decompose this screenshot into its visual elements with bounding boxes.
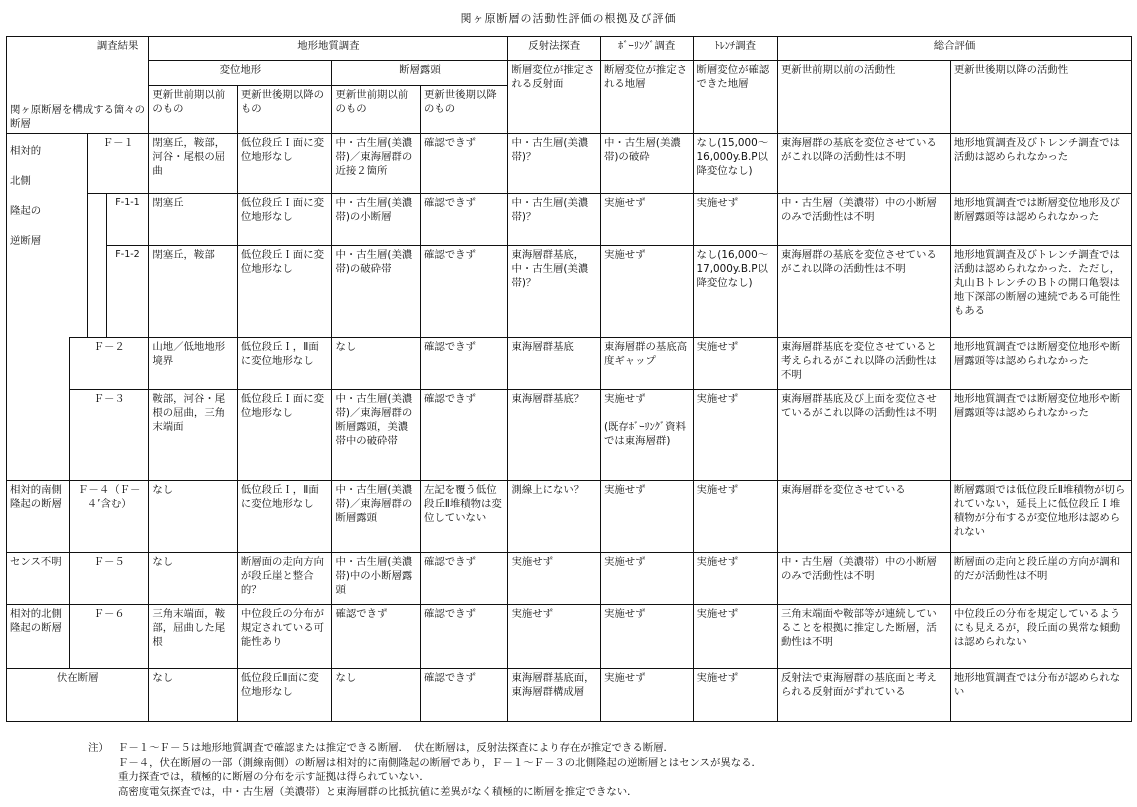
landform-pre-header: 更新世前期以前のもの <box>149 86 237 134</box>
outcrop-post-header: 更新世後期以降のもの <box>420 86 508 134</box>
cell: 実施せず <box>508 553 601 605</box>
group-label <box>7 134 70 481</box>
cell: 左記を覆う低位段丘Ⅱ堆積物は変位していない <box>420 481 508 553</box>
cell: 実施せず <box>600 246 693 338</box>
cell: 実施せず <box>693 553 777 605</box>
cell: 東海層群基底及び上面を変位させているがこれ以降の活動性は不明 <box>777 390 950 481</box>
cell: 地形地質調査では断層変位地形や断層露頭等は認められなかった <box>950 390 1131 481</box>
cell: 確認できず <box>420 134 508 194</box>
cell: 反射法で東海層群の基底面と考えられる反射面がずれている <box>777 669 950 722</box>
cell: 実施せず <box>600 194 693 246</box>
trench-subheader: 断層変位が確認できた地層 <box>693 61 777 134</box>
cell: 東海層群の基底高度ギャップ <box>600 338 693 390</box>
table-row <box>7 481 1132 553</box>
cell: 地形地質調査及びトレンチ調査では活動は認められなかった <box>950 134 1131 194</box>
fault-name: F-1-1 <box>106 194 149 246</box>
cell: 東海層群基底を変位させていると考えられるがこれ以降の活動性は不明 <box>777 338 950 390</box>
cell: 断層面の走向と段丘崖の方向が調和的だが活動性は不明 <box>950 553 1131 605</box>
cell: 低位段丘Ｉ，Ⅱ面に変位地形なし <box>237 481 332 553</box>
cell: なし <box>332 338 420 390</box>
fault-name: Ｆ－１ <box>88 134 149 194</box>
cell: 確認できず <box>420 194 508 246</box>
footnote-line <box>88 741 762 756</box>
cell: 東海層群基底，中・古生層(美濃帯)？ <box>508 246 601 338</box>
footnote-text: 重力探査では，積極的に断層の分布を示す証拠は得られていない． <box>118 771 430 783</box>
cell: 実施せず <box>693 481 777 553</box>
cell: 中・古生層（美濃帯）中の小断層のみで活動性は不明 <box>777 553 950 605</box>
cell: 実施せず <box>600 669 693 722</box>
overall-header: 総合評価 <box>777 37 1131 61</box>
fault-name: Ｆ－４（Ｆ－４’含む） <box>70 481 149 553</box>
cell: なし <box>332 669 420 722</box>
cell: 中・古生層(美濃帯)／東海層群の近接２箇所 <box>332 134 420 194</box>
group-label: センス不明 <box>7 553 70 605</box>
cell: 確認できず <box>420 669 508 722</box>
cell: 東海層群基底？ <box>508 390 601 481</box>
cell: 確認できず <box>420 553 508 605</box>
table-row <box>7 194 1132 246</box>
cell: 確認できず <box>332 605 420 669</box>
cell: 中・古生層(美濃帯)？ <box>508 194 601 246</box>
fault-outcrop-header: 断層露頭 <box>332 61 508 86</box>
table-row <box>7 246 1132 338</box>
fault-name: F-1-2 <box>106 246 149 338</box>
footnote-text: Ｆ－４，伏在断層の一部（測線南側）の断層は相対的に南側隆起の断層であり，Ｆ－１～Ｆ－３の北側隆起の逆断層とはセンスが異なる． <box>118 756 762 769</box>
cell: 実施せず <box>693 390 777 481</box>
cell: 閉塞丘，鞍部，河谷・尾根の屈曲 <box>149 134 237 194</box>
cell: 中・古生層(美濃帯)／東海層群の断層露頭，美濃帯中の破砕帯 <box>332 390 420 481</box>
cell: 中位段丘の分布を規定しているようにも見えるが，段丘面の異常な傾動は認められない <box>950 605 1131 669</box>
faults-label: 関ヶ原断層を構成する箇々の断層 <box>7 61 149 134</box>
group-label-line: 逆断層 <box>10 235 42 247</box>
cell: 鞍部，河谷・尾根の屈曲，三角末端面 <box>149 390 237 481</box>
outcrop-pre-header: 更新世前期以前のもの <box>332 86 420 134</box>
footnote-text: Ｆ－１～Ｆ－５は地形地質調査で確認または推定できる断層． 伏在断層は，反射法探査により存在が推定できる断層． <box>118 742 674 754</box>
cell: 実施せず <box>693 194 777 246</box>
fault-name: Ｆ－５ <box>70 553 149 605</box>
fault-name: Ｆ－６ <box>70 605 149 669</box>
cell: 東海層群の基底を変位させているがこれ以降の活動性は不明 <box>777 134 950 194</box>
activity-pre-header: 更新世前期以前の活動性 <box>777 61 950 134</box>
fault-name: Ｆ－２ <box>70 338 149 390</box>
cell: 中・古生層(美濃帯)？ <box>508 134 601 194</box>
cell: 中・古生層（美濃帯）中の小断層のみで活動性は不明 <box>777 194 950 246</box>
table-row <box>7 338 1132 390</box>
cell: 実施せず <box>693 605 777 669</box>
cell: 三角末端面，鞍部，屈曲した尾根 <box>149 605 237 669</box>
cell: 低位段丘Ｉ面に変位地形なし <box>237 246 332 338</box>
cell: 地形地質調査では断層変位地形や断層露頭等は認められなかった <box>950 338 1131 390</box>
evaluation-table <box>6 36 1132 722</box>
cell: 中・古生層(美濃帯)の破砕 <box>600 134 693 194</box>
footnote-text: 高密度電気探査では，中・古生層（美濃帯）と東海層群の比抵抗値に差異がなく積極的に断層を推定できない． <box>118 785 638 798</box>
cell: 低位段丘Ｉ，Ⅱ面に変位地形なし <box>237 338 332 390</box>
cell: 中・古生層(美濃帯)中の小断層露頭 <box>332 553 420 605</box>
cell: 地形地質調査及びトレンチ調査では活動は認められなかった．ただし，丸山ＢトレンチのＢトの開口亀裂は地下深部の断層の連続である可能性もある <box>950 246 1131 338</box>
cell: 測線上にない？ <box>508 481 601 553</box>
reflection-header: 反射法探査 <box>508 37 601 61</box>
activity-post-header: 更新世後期以降の活動性 <box>950 61 1131 134</box>
table-row <box>7 605 1132 669</box>
cell: 断層面の走向方向が段丘崖と整合的？ <box>237 553 332 605</box>
cell: 実施せず <box>600 553 693 605</box>
table-row <box>7 553 1132 605</box>
cell: 地形地質調査では断層変位地形及び断層露頭等は認められなかった <box>950 194 1131 246</box>
cell: なし(15,000～16,000y.B.P以降変位なし) <box>693 134 777 194</box>
cell: 実施せず <box>508 605 601 669</box>
group-label: 伏在断層 <box>7 669 149 722</box>
cell: 中・古生層(美濃帯)の小断層 <box>332 194 420 246</box>
trench-header: ﾄﾚﾝﾁ調査 <box>693 37 777 61</box>
cell: 低位段丘Ｉ面に変位地形なし <box>237 194 332 246</box>
group-label-line: 相対的 <box>10 145 42 157</box>
cell: 中位段丘の分布が規定されている可能性あり <box>237 605 332 669</box>
cell: 低位段丘Ⅱ面に変位地形なし <box>237 669 332 722</box>
footnotes <box>88 741 762 799</box>
group-label-line: 隆起の <box>10 205 42 217</box>
boring-subheader: 断層変位が推定される地層 <box>600 61 693 134</box>
group-label: 相対的北側隆起の断層 <box>7 605 70 669</box>
cell: 中・古生層(美濃帯)／東海層群の断層露頭 <box>332 481 420 553</box>
footnote-prefix: 注） <box>88 742 109 754</box>
survey-results-header: 調査結果 <box>7 37 149 61</box>
cell: 東海層群基底面，東海層群構成層 <box>508 669 601 722</box>
cell: 実施せず <box>600 605 693 669</box>
cell: 山地／低地地形境界 <box>149 338 237 390</box>
topo-geo-header: 地形地質調査 <box>149 37 508 61</box>
landform-post-header: 更新世後期以降のもの <box>237 86 332 134</box>
cell: なし <box>149 669 237 722</box>
cell: 地形地質調査では分布が認められない <box>950 669 1131 722</box>
cell: 確認できず <box>420 605 508 669</box>
cell: なし(16,000～17,000y.B.P以降変位なし) <box>693 246 777 338</box>
document-title: 関ヶ原断層の活動性評価の根拠及び評価 <box>460 12 677 25</box>
displacement-landform-header: 変位地形 <box>149 61 332 86</box>
header-row-2 <box>7 61 1132 86</box>
table-row <box>7 134 1132 194</box>
cell: 三角末端面や鞍部等が連続していることを根拠に推定した断層，活動性は不明 <box>777 605 950 669</box>
cell: なし <box>149 481 237 553</box>
cell: 確認できず <box>420 246 508 338</box>
cell: 閉塞丘 <box>149 194 237 246</box>
cell: 実施せず <box>693 338 777 390</box>
cell: 東海層群基底 <box>508 338 601 390</box>
cell: 実施せず (既存ﾎﾞｰﾘﾝｸﾞ資料では東海層群) <box>600 390 693 481</box>
cell: 実施せず <box>600 481 693 553</box>
fault-name: Ｆ－３ <box>70 390 149 481</box>
cell: 低位段丘Ｉ面に変位地形なし <box>237 134 332 194</box>
cell: なし <box>149 553 237 605</box>
cell: 低位段丘Ｉ面に変位地形なし <box>237 390 332 481</box>
table-row <box>7 390 1132 481</box>
cell: 東海層群の基底を変位させているがこれ以降の活動性は不明 <box>777 246 950 338</box>
header-row-1 <box>7 37 1132 61</box>
cell: 閉塞丘，鞍部 <box>149 246 237 338</box>
cell: 断層露頭では低位段丘Ⅱ堆積物が切られていない，延長上に低位段丘Ｉ堆積物が分布するが変位地形は認められない <box>950 481 1131 553</box>
reflection-subheader: 断層変位が推定される反射面 <box>508 61 601 134</box>
cell: 確認できず <box>420 338 508 390</box>
group-label: 相対的南側隆起の断層 <box>7 481 70 553</box>
cell: 東海層群を変位させている <box>777 481 950 553</box>
group-label-line: 北側 <box>10 175 31 187</box>
cell: 中・古生層(美濃帯)の破砕帯 <box>332 246 420 338</box>
table-row <box>7 669 1132 722</box>
cell: 確認できず <box>420 390 508 481</box>
cell: 実施せず <box>693 669 777 722</box>
boring-header: ﾎﾞｰﾘﾝｸﾞ調査 <box>600 37 693 61</box>
